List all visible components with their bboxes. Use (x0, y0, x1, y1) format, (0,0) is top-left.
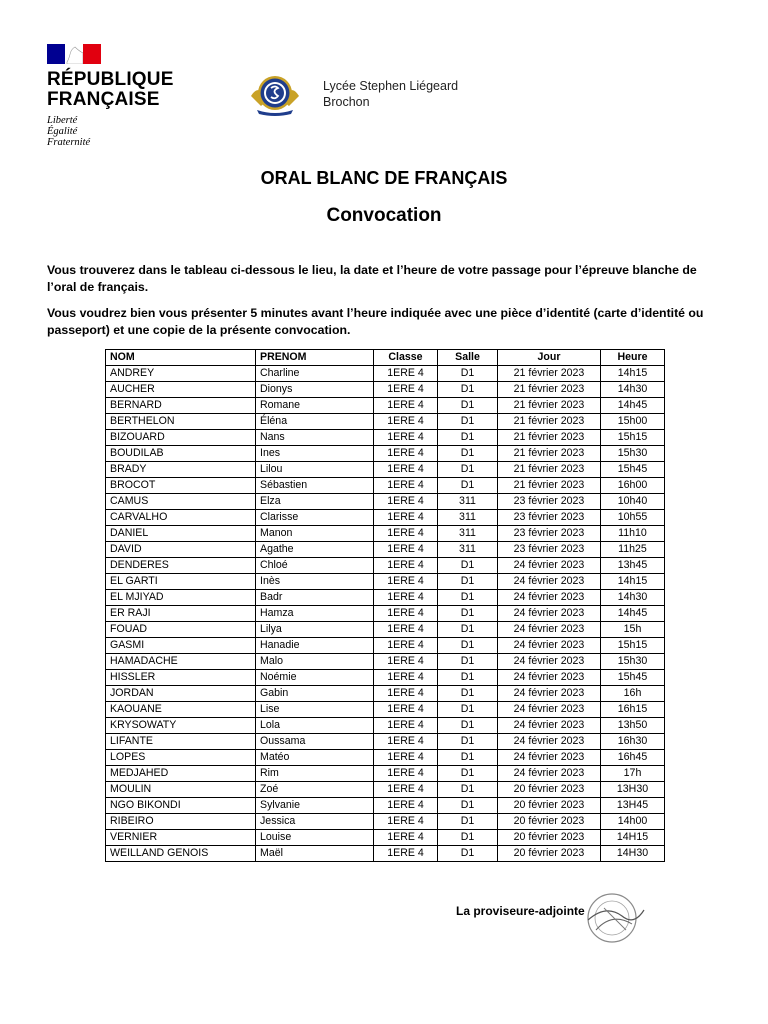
cell-prenom: Éléna (256, 414, 374, 430)
cell-heure: 16h (601, 686, 665, 702)
cell-prenom: Noémie (256, 670, 374, 686)
cell-nom: RIBEIRO (106, 814, 256, 830)
cell-salle: D1 (438, 558, 498, 574)
cell-jour: 23 février 2023 (498, 542, 601, 558)
table-row (106, 654, 665, 670)
cell-salle: 311 (438, 494, 498, 510)
cell-jour: 24 février 2023 (498, 670, 601, 686)
table-row (106, 702, 665, 718)
table-row (106, 430, 665, 446)
cell-nom: CAMUS (106, 494, 256, 510)
cell-jour: 24 février 2023 (498, 654, 601, 670)
table-row (106, 478, 665, 494)
table-row (106, 734, 665, 750)
table-row (106, 638, 665, 654)
cell-jour: 21 février 2023 (498, 366, 601, 382)
cell-prenom: Agathe (256, 542, 374, 558)
cell-prenom: Gabin (256, 686, 374, 702)
cell-classe: 1ERE 4 (374, 814, 438, 830)
cell-heure: 15h (601, 622, 665, 638)
cell-classe: 1ERE 4 (374, 430, 438, 446)
cell-prenom: Nans (256, 430, 374, 446)
cell-nom: BROCOT (106, 478, 256, 494)
cell-prenom: Clarisse (256, 510, 374, 526)
cell-jour: 24 février 2023 (498, 638, 601, 654)
cell-salle: 311 (438, 526, 498, 542)
cell-jour: 21 février 2023 (498, 478, 601, 494)
cell-classe: 1ERE 4 (374, 846, 438, 862)
cell-nom: KAOUANE (106, 702, 256, 718)
republic-name-line1: RÉPUBLIQUE (47, 69, 174, 90)
school-town: Brochon (323, 95, 370, 109)
cell-nom: WEILLAND GENOIS (106, 846, 256, 862)
table-row (106, 590, 665, 606)
cell-classe: 1ERE 4 (374, 414, 438, 430)
intro-paragraph: Vous trouverez dans le tableau ci-dessous le lieu, la date et l’heure de votre passage pour l’épreuve blanche de l’oral de français. (47, 263, 697, 294)
cell-jour: 23 février 2023 (498, 526, 601, 542)
cell-salle: D1 (438, 686, 498, 702)
cell-jour: 20 février 2023 (498, 846, 601, 862)
cell-heure: 15h30 (601, 654, 665, 670)
cell-nom: MOULIN (106, 782, 256, 798)
cell-prenom: Louise (256, 830, 374, 846)
cell-jour: 24 février 2023 (498, 590, 601, 606)
table-row (106, 366, 665, 382)
cell-salle: D1 (438, 430, 498, 446)
school-info (323, 78, 458, 110)
cell-salle: D1 (438, 814, 498, 830)
cell-nom: CARVALHO (106, 510, 256, 526)
cell-nom: VERNIER (106, 830, 256, 846)
cell-classe: 1ERE 4 (374, 670, 438, 686)
school-header (249, 72, 458, 116)
table-row (106, 382, 665, 398)
header-heure: Heure (601, 350, 665, 366)
cell-heure: 15h00 (601, 414, 665, 430)
cell-salle: D1 (438, 638, 498, 654)
cell-heure: 16h15 (601, 702, 665, 718)
cell-jour: 20 février 2023 (498, 830, 601, 846)
cell-classe: 1ERE 4 (374, 654, 438, 670)
cell-salle: D1 (438, 446, 498, 462)
table-row (106, 414, 665, 430)
cell-nom: GASMI (106, 638, 256, 654)
table-row (106, 846, 665, 862)
signature-label: La proviseure-adjointe (456, 904, 585, 918)
cell-heure: 14h15 (601, 366, 665, 382)
table-row (106, 670, 665, 686)
cell-classe: 1ERE 4 (374, 734, 438, 750)
cell-prenom: Hamza (256, 606, 374, 622)
cell-salle: D1 (438, 846, 498, 862)
cell-heure: 15h45 (601, 462, 665, 478)
cell-jour: 21 février 2023 (498, 462, 601, 478)
cell-classe: 1ERE 4 (374, 398, 438, 414)
cell-nom: ANDREY (106, 366, 256, 382)
cell-classe: 1ERE 4 (374, 558, 438, 574)
document-title: ORAL BLANC DE FRANÇAIS (260, 168, 508, 188)
cell-salle: D1 (438, 574, 498, 590)
cell-heure: 15h30 (601, 446, 665, 462)
cell-salle: D1 (438, 622, 498, 638)
cell-classe: 1ERE 4 (374, 782, 438, 798)
cell-nom: BERTHELON (106, 414, 256, 430)
cell-nom: LOPES (106, 750, 256, 766)
cell-classe: 1ERE 4 (374, 494, 438, 510)
cell-heure: 16h00 (601, 478, 665, 494)
marianne-flag-icon (47, 44, 101, 64)
cell-classe: 1ERE 4 (374, 574, 438, 590)
cell-prenom: Dionys (256, 382, 374, 398)
cell-prenom: Lilya (256, 622, 374, 638)
cell-classe: 1ERE 4 (374, 526, 438, 542)
cell-nom: BOUDILAB (106, 446, 256, 462)
table-row (106, 574, 665, 590)
cell-heure: 14H30 (601, 846, 665, 862)
cell-heure: 14h45 (601, 606, 665, 622)
cell-classe: 1ERE 4 (374, 798, 438, 814)
convocation-table (105, 349, 665, 862)
cell-jour: 21 février 2023 (498, 430, 601, 446)
official-stamp-icon (582, 890, 648, 946)
cell-heure: 13H30 (601, 782, 665, 798)
cell-nom: KRYSOWATY (106, 718, 256, 734)
document-subtitle: Convocation (326, 205, 442, 226)
cell-prenom: Malo (256, 654, 374, 670)
school-name: Lycée Stephen Liégeard (323, 79, 459, 93)
motto-liberte: Liberté (47, 115, 78, 126)
cell-heure: 14h30 (601, 590, 665, 606)
cell-heure: 10h55 (601, 510, 665, 526)
header-classe: Classe (374, 350, 438, 366)
cell-prenom: Manon (256, 526, 374, 542)
cell-salle: D1 (438, 590, 498, 606)
cell-prenom: Lilou (256, 462, 374, 478)
cell-prenom: Zoé (256, 782, 374, 798)
cell-nom: AUCHER (106, 382, 256, 398)
cell-jour: 20 février 2023 (498, 782, 601, 798)
cell-salle: D1 (438, 606, 498, 622)
cell-nom: DAVID (106, 542, 256, 558)
header-jour: Jour (498, 350, 601, 366)
cell-nom: EL GARTI (106, 574, 256, 590)
cell-jour: 23 février 2023 (498, 510, 601, 526)
cell-salle: 311 (438, 542, 498, 558)
cell-classe: 1ERE 4 (374, 606, 438, 622)
cell-classe: 1ERE 4 (374, 510, 438, 526)
cell-prenom: Rim (256, 766, 374, 782)
table-row (106, 462, 665, 478)
cell-salle: D1 (438, 702, 498, 718)
cell-prenom: Inès (256, 574, 374, 590)
cell-nom: FOUAD (106, 622, 256, 638)
cell-salle: D1 (438, 830, 498, 846)
cell-salle: D1 (438, 718, 498, 734)
cell-classe: 1ERE 4 (374, 750, 438, 766)
cell-nom: LIFANTE (106, 734, 256, 750)
cell-heure: 10h40 (601, 494, 665, 510)
cell-prenom: Romane (256, 398, 374, 414)
cell-prenom: Jessica (256, 814, 374, 830)
cell-nom: BRADY (106, 462, 256, 478)
cell-jour: 24 février 2023 (498, 766, 601, 782)
cell-jour: 24 février 2023 (498, 558, 601, 574)
cell-heure: 15h15 (601, 430, 665, 446)
cell-heure: 15h45 (601, 670, 665, 686)
cell-jour: 21 février 2023 (498, 446, 601, 462)
cell-jour: 24 février 2023 (498, 574, 601, 590)
cell-nom: HAMADACHE (106, 654, 256, 670)
republic-motto (47, 115, 187, 148)
cell-nom: MEDJAHED (106, 766, 256, 782)
cell-salle: D1 (438, 782, 498, 798)
cell-prenom: Maël (256, 846, 374, 862)
cell-heure: 14h45 (601, 398, 665, 414)
cell-prenom: Badr (256, 590, 374, 606)
cell-heure: 16h45 (601, 750, 665, 766)
cell-jour: 21 février 2023 (498, 382, 601, 398)
table-row (106, 718, 665, 734)
cell-salle: D1 (438, 766, 498, 782)
cell-prenom: Chloé (256, 558, 374, 574)
table-row (106, 798, 665, 814)
table-row (106, 750, 665, 766)
cell-prenom: Hanadie (256, 638, 374, 654)
cell-classe: 1ERE 4 (374, 686, 438, 702)
republic-name-line2: FRANÇAISE (47, 89, 160, 110)
cell-salle: D1 (438, 366, 498, 382)
cell-heure: 14h00 (601, 814, 665, 830)
table-row (106, 542, 665, 558)
cell-prenom: Sébastien (256, 478, 374, 494)
cell-salle: 311 (438, 510, 498, 526)
header-prenom: PRENOM (256, 350, 374, 366)
cell-heure: 11h25 (601, 542, 665, 558)
cell-classe: 1ERE 4 (374, 830, 438, 846)
cell-heure: 15h15 (601, 638, 665, 654)
cell-nom: DENDERES (106, 558, 256, 574)
table-row (106, 558, 665, 574)
cell-jour: 24 février 2023 (498, 702, 601, 718)
table-row (106, 686, 665, 702)
cell-classe: 1ERE 4 (374, 366, 438, 382)
table-row (106, 510, 665, 526)
republique-francaise-logo (47, 44, 187, 148)
table-row (106, 622, 665, 638)
cell-jour: 23 février 2023 (498, 494, 601, 510)
cell-jour: 20 février 2023 (498, 814, 601, 830)
cell-salle: D1 (438, 798, 498, 814)
table-row (106, 814, 665, 830)
table-row (106, 398, 665, 414)
cell-salle: D1 (438, 414, 498, 430)
cell-nom: JORDAN (106, 686, 256, 702)
motto-fraternite: Fraternité (47, 137, 91, 148)
cell-nom: NGO BIKONDI (106, 798, 256, 814)
table-row (106, 494, 665, 510)
cell-classe: 1ERE 4 (374, 462, 438, 478)
cell-jour: 21 février 2023 (498, 414, 601, 430)
cell-classe: 1ERE 4 (374, 590, 438, 606)
cell-heure: 14h15 (601, 574, 665, 590)
cell-classe: 1ERE 4 (374, 542, 438, 558)
cell-heure: 13h45 (601, 558, 665, 574)
table-header-row (106, 350, 665, 366)
header-nom: NOM (106, 350, 256, 366)
cell-jour: 24 février 2023 (498, 622, 601, 638)
cell-salle: D1 (438, 398, 498, 414)
table-row (106, 526, 665, 542)
cell-salle: D1 (438, 654, 498, 670)
cell-salle: D1 (438, 734, 498, 750)
table-row (106, 830, 665, 846)
cell-prenom: Ines (256, 446, 374, 462)
cell-nom: BERNARD (106, 398, 256, 414)
cell-nom: HISSLER (106, 670, 256, 686)
table-body (106, 366, 665, 862)
cell-nom: DANIEL (106, 526, 256, 542)
cell-prenom: Charline (256, 366, 374, 382)
republic-name (47, 70, 187, 110)
table-row (106, 782, 665, 798)
cell-classe: 1ERE 4 (374, 446, 438, 462)
cell-heure: 16h30 (601, 734, 665, 750)
cell-classe: 1ERE 4 (374, 766, 438, 782)
cell-heure: 11h10 (601, 526, 665, 542)
cell-nom: ER RAJI (106, 606, 256, 622)
cell-jour: 24 février 2023 (498, 750, 601, 766)
cell-jour: 24 février 2023 (498, 718, 601, 734)
cell-prenom: Oussama (256, 734, 374, 750)
cell-salle: D1 (438, 462, 498, 478)
cell-nom: EL MJIYAD (106, 590, 256, 606)
cell-salle: D1 (438, 382, 498, 398)
cell-jour: 20 février 2023 (498, 798, 601, 814)
table-row (106, 606, 665, 622)
cell-jour: 21 février 2023 (498, 398, 601, 414)
school-crest-icon (249, 72, 301, 116)
cell-prenom: Matéo (256, 750, 374, 766)
cell-classe: 1ERE 4 (374, 718, 438, 734)
cell-heure: 14h30 (601, 382, 665, 398)
instructions-paragraph: Vous voudrez bien vous présenter 5 minutes avant l’heure indiquée avec une pièce d’identité (carte d’identité ou passeport) et une copie de la présente convocation. (47, 306, 704, 337)
cell-classe: 1ERE 4 (374, 702, 438, 718)
cell-salle: D1 (438, 750, 498, 766)
cell-prenom: Lise (256, 702, 374, 718)
motto-egalite: Égalité (47, 126, 78, 137)
header-salle: Salle (438, 350, 498, 366)
cell-classe: 1ERE 4 (374, 638, 438, 654)
cell-nom: BIZOUARD (106, 430, 256, 446)
cell-prenom: Sylvanie (256, 798, 374, 814)
cell-jour: 24 février 2023 (498, 734, 601, 750)
cell-prenom: Elza (256, 494, 374, 510)
table-row (106, 766, 665, 782)
cell-jour: 24 février 2023 (498, 606, 601, 622)
table-row (106, 446, 665, 462)
cell-salle: D1 (438, 478, 498, 494)
cell-salle: D1 (438, 670, 498, 686)
cell-jour: 24 février 2023 (498, 686, 601, 702)
cell-classe: 1ERE 4 (374, 622, 438, 638)
cell-classe: 1ERE 4 (374, 382, 438, 398)
cell-heure: 13h50 (601, 718, 665, 734)
cell-heure: 14H15 (601, 830, 665, 846)
cell-heure: 13H45 (601, 798, 665, 814)
cell-heure: 17h (601, 766, 665, 782)
cell-prenom: Lola (256, 718, 374, 734)
cell-classe: 1ERE 4 (374, 478, 438, 494)
